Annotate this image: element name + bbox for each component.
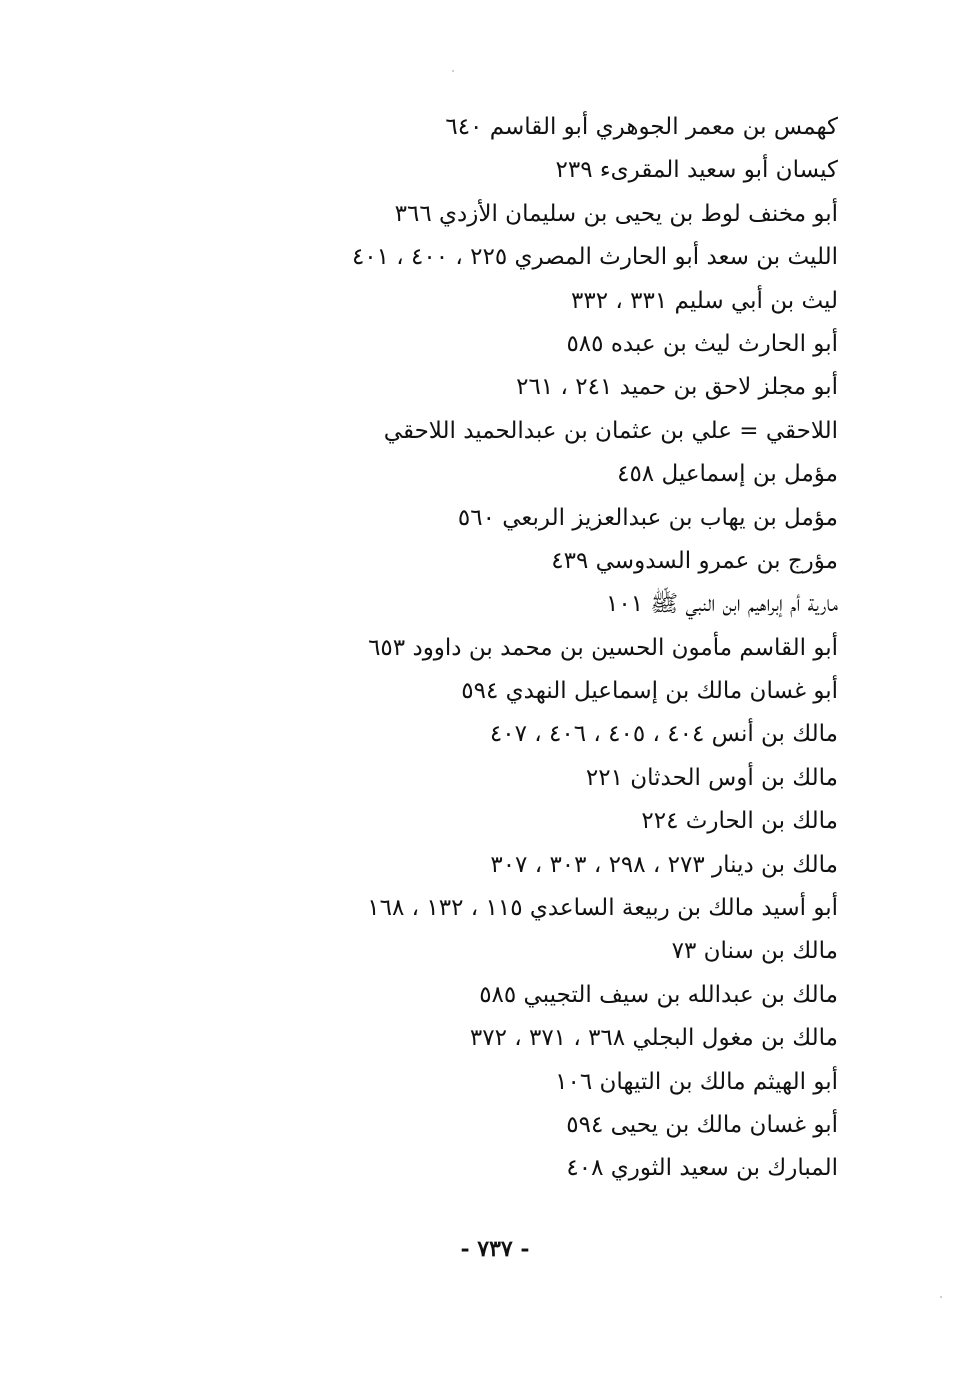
index-entry: كيسان أبو سعيد المقرىء ٢٣٩ xyxy=(555,157,838,184)
index-entry: أبو أسيد مالك بن ربيعة الساعدي ١١٥ ، ١٣٢ ، ١٦٨ xyxy=(367,895,838,922)
index-entry: مؤمل بن إسماعيل ٤٥٨ xyxy=(617,461,838,488)
index-entry: مالك بن سنان ٧٣ xyxy=(671,938,838,965)
index-entry: ليث بن أبي سليم ٣٣١ ، ٣٣٢ xyxy=(571,287,838,314)
index-entry: مالك بن مغول البجلي ٣٦٨ ، ٣٧١ ، ٣٧٢ xyxy=(469,1025,838,1052)
index-entry: مالك بن دينار ٢٧٣ ، ٢٩٨ ، ٣٠٣ ، ٣٠٧ xyxy=(490,851,838,878)
index-entry: الليث بن سعد أبو الحارث المصري ٢٢٥ ، ٤٠٠ ، ٤٠١ xyxy=(351,244,838,271)
index-entry: مؤمل بن يهاب بن عبدالعزيز الربعي ٥٦٠ xyxy=(457,504,838,531)
index-entry: مارية أم إبراهيم ابن النبي ﷺ ١٠١ xyxy=(606,591,838,618)
scan-speck xyxy=(940,1296,942,1298)
index-entry: أبو مخنف لوط بن يحيى بن سليمان الأزدي ٣٦٦ xyxy=(394,200,838,227)
index-entry: كهمس بن معمر الجوهري أبو القاسم ٦٤٠ xyxy=(445,114,838,140)
index-entry: أبو مجلز لاحق بن حميد ٢٤١ ، ٢٦١ xyxy=(516,374,838,401)
index-entry: أبو غسان مالك بن يحيى ٥٩٤ xyxy=(566,1111,838,1138)
index-entry: أبو غسان مالك بن إسماعيل النهدي ٥٩٤ xyxy=(461,678,838,705)
page-number: - ٧٣٧ - xyxy=(460,1236,530,1262)
index-entry: مؤرج بن عمرو السدوسي ٤٣٩ xyxy=(551,547,838,574)
index-entry: مالك بن أوس الحدثان ٢٢١ xyxy=(585,764,838,791)
index-entry: اللاحقي = علي بن عثمان بن عبدالحميد اللاحقي xyxy=(383,417,838,444)
index-entry: مالك بن الحارث ٢٢٤ xyxy=(641,808,838,835)
index-entry: مالك بن عبدالله بن سيف التجيبي ٥٨٥ xyxy=(479,981,838,1008)
index-entry: أبو الحارث ليث بن عبده ٥٨٥ xyxy=(566,330,838,357)
index-list xyxy=(318,106,838,1191)
index-entry: أبو الهيثم مالك بن التيهان ١٠٦ xyxy=(555,1068,838,1095)
index-entry: مالك بن أنس ٤٠٤ ، ٤٠٥ ، ٤٠٦ ، ٤٠٧ xyxy=(489,721,838,748)
index-entry: أبو القاسم مأمون الحسين بن محمد بن داوود ٦٥٣ xyxy=(368,634,838,661)
scan-speck xyxy=(452,70,454,72)
index-entry: المبارك بن سعيد الثوري ٤٠٨ xyxy=(566,1155,838,1182)
